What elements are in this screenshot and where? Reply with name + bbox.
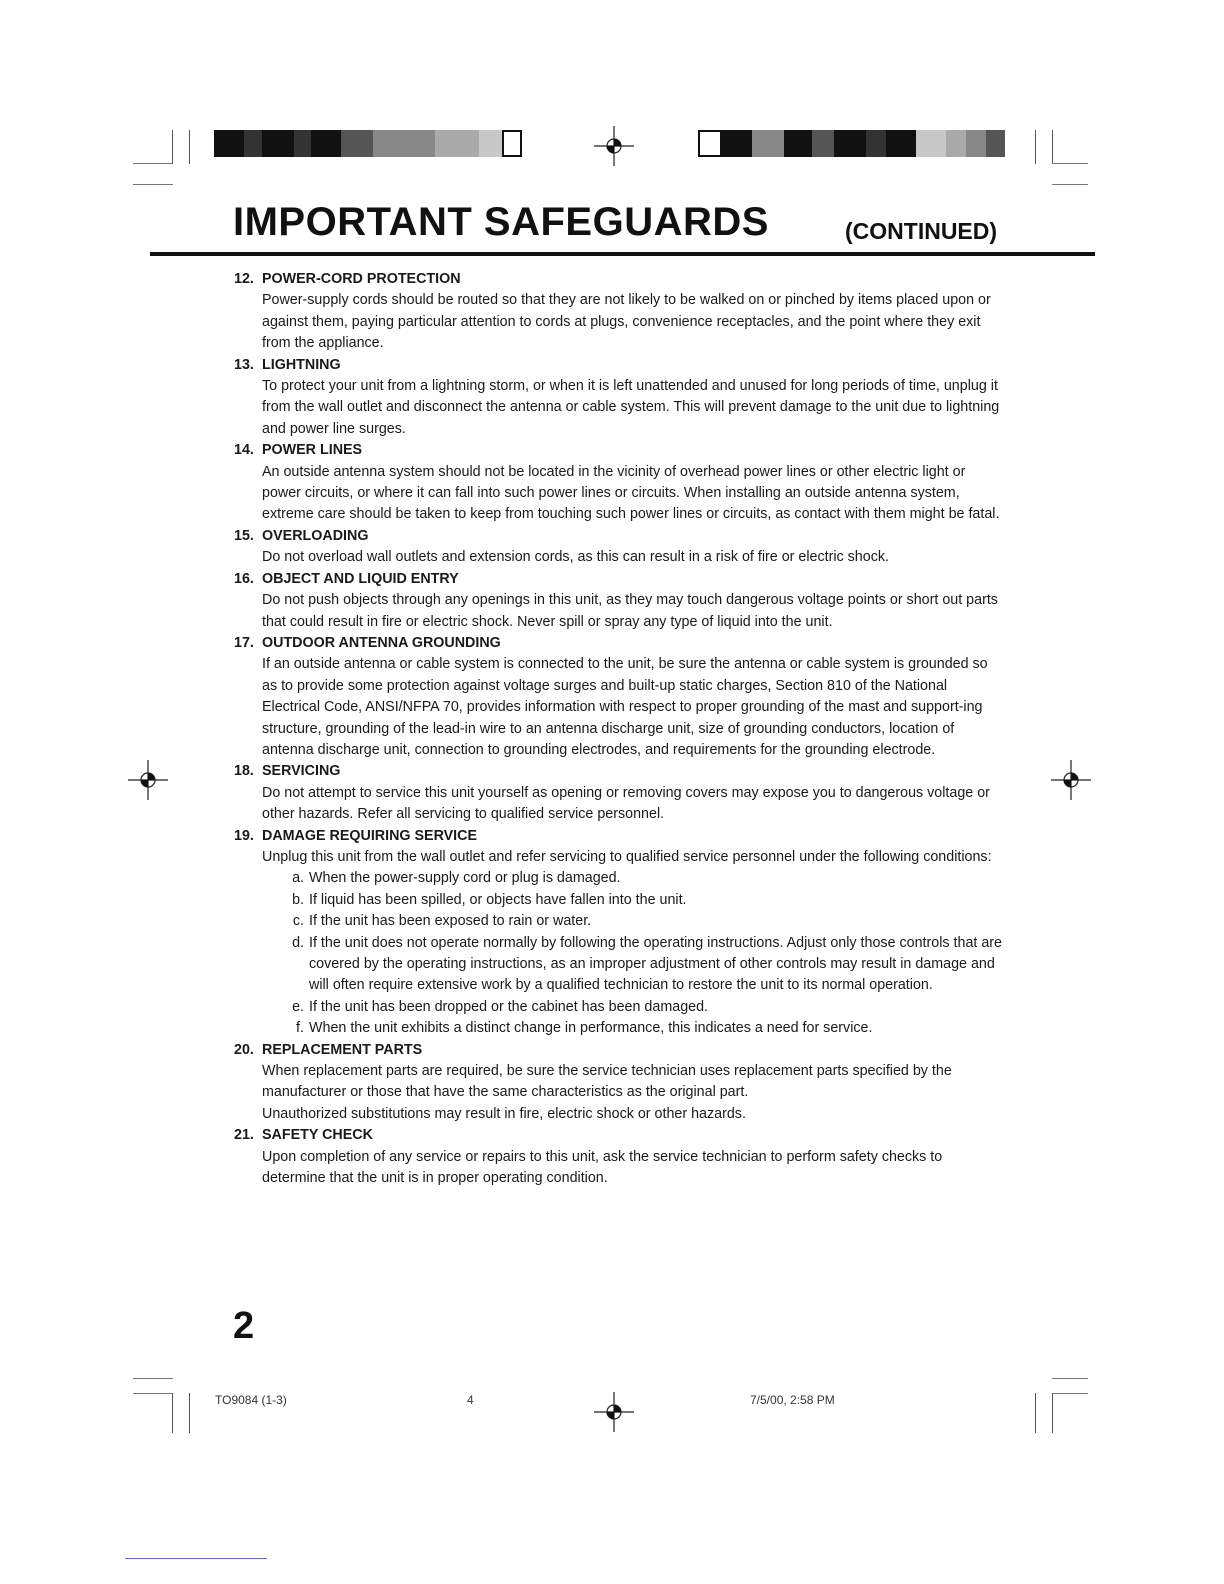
item-number: 12. — [234, 271, 254, 287]
item-text: Upon completion of any service or repairs to this unit, ask the service technician to perform safety checks to determine that the unit is in proper operating condition. — [262, 1148, 943, 1187]
condition-item — [292, 890, 1004, 911]
safeguard-item — [234, 1040, 1004, 1126]
condition-text: When the unit exhibits a distinct change in performance, this indicates a need for service. — [309, 1020, 873, 1037]
item-heading: SAFETY CHECK — [262, 1127, 373, 1144]
crop-mark-top-right-h — [1052, 163, 1088, 164]
registration-strip-right — [698, 130, 1005, 157]
condition-text: If liquid has been spilled, or objects have fallen into the unit. — [309, 891, 687, 908]
item-number: 19. — [234, 827, 254, 844]
crop-mark-bottom-left-h — [133, 1393, 173, 1394]
registration-crosshair-right-icon — [1051, 760, 1091, 800]
page-subtitle: (CONTINUED) — [845, 218, 998, 244]
condition-text: If the unit does not operate normally by following the operating instructions. Adjust only those controls that are covered by the operating instructions, as an improper adjustment of other controls may result in damage and will often require extensive work by a qualified technician to restore the unit to its normal operation. — [309, 934, 1003, 994]
item-text: Do not push objects through any openings in this unit, as they may touch dangerous voltage points or short out parts that could result in fire or electric shock. Never spill or spray any type of liquid into the unit. — [262, 592, 998, 630]
safeguard-item — [234, 1125, 1004, 1189]
trim-mark-bottom-left — [133, 1378, 173, 1379]
footer-sheet-number: 4 — [467, 1393, 474, 1407]
item-heading: OVERLOADING — [262, 527, 369, 544]
registration-crosshair-left-icon — [128, 760, 168, 800]
condition-item — [292, 868, 1004, 889]
condition-item — [292, 997, 1004, 1018]
crop-mark-top-left-h — [133, 163, 173, 164]
item-text: Power-supply cords should be routed so that they are not likely to be walked on or pinched by items placed upon or against them, paying particular attention to cords at plugs, convenience receptacles, and the point where they exit from the appliance. — [262, 292, 991, 352]
condition-letter: f. — [296, 1020, 304, 1037]
crop-mark-bottom-left-v2 — [189, 1393, 190, 1433]
crop-mark-top-left-v — [172, 130, 173, 164]
safeguard-item — [234, 355, 1004, 441]
safeguard-item — [234, 440, 1004, 526]
safeguards-list — [234, 269, 1004, 1189]
safeguard-item — [234, 269, 1004, 355]
crop-mark-top-left-v2 — [189, 130, 190, 164]
crop-mark-bottom-left-v — [172, 1393, 173, 1433]
safeguard-item — [234, 761, 1004, 825]
crop-mark-bottom-right-v2 — [1052, 1393, 1053, 1433]
trim-mark-top-right — [1052, 184, 1088, 185]
condition-item — [296, 1018, 1004, 1039]
safeguard-item — [234, 569, 1004, 633]
item-number: 16. — [234, 570, 254, 587]
item-text: An outside antenna system should not be located in the vicinity of overhead power lines or other electric light or power circuits, or where it can fall into such power lines or circuits. When installing an outside antenna system, extreme care should be taken to keep from touching such power lines or circuits, as contact with them might be fatal. — [262, 463, 1000, 523]
item-heading: OUTDOOR ANTENNA GROUNDING — [262, 634, 501, 651]
safeguard-item — [234, 633, 1004, 761]
condition-letter: e. — [292, 998, 304, 1015]
crop-mark-top-right-v2 — [1052, 130, 1053, 164]
condition-text: When the power-supply cord or plug is damaged. — [309, 870, 621, 887]
condition-item — [292, 933, 1004, 997]
item-heading: OBJECT AND LIQUID ENTRY — [262, 570, 459, 587]
item-text: If an outside antenna or cable system is connected to the unit, be sure the antenna or cable system is grounded so as to provide some protection against voltage surges and built-up static charges, Section 810 of the National Electrical Code, ANSI/NFPA 70, provides information with respect to proper grounding of the mast and support-ing structure, grounding of the lead-in wire to an antenna discharge unit, size of grounding conductors, location of antenna discharge unit, connection to grounding electrodes, and requirements for the grounding electrode. — [262, 656, 988, 758]
item-heading: REPLACEMENT PARTS — [262, 1041, 423, 1058]
footer-doc-code: TO9084 (1-3) — [215, 1393, 287, 1407]
item-number: 14. — [234, 442, 254, 459]
item-text: Unauthorized substitutions may result in fire, electric shock or other hazards. — [262, 1105, 746, 1122]
item-text: Do not overload wall outlets and extension cords, as this can result in a risk of fire or electric shock. — [262, 549, 889, 566]
item-number: 13. — [234, 356, 254, 373]
condition-list — [262, 868, 1004, 1039]
item-number: 15. — [234, 527, 254, 544]
condition-text: If the unit has been dropped or the cabinet has been damaged. — [309, 998, 709, 1015]
condition-letter: a. — [292, 870, 304, 887]
page-title: IMPORTANT SAFEGUARDS — [233, 200, 769, 244]
title-rule — [150, 252, 1095, 256]
condition-item — [292, 911, 1004, 932]
registration-crosshair-bottom-icon — [594, 1392, 634, 1432]
trim-mark-bottom-right — [1052, 1378, 1088, 1379]
item-text: Do not attempt to service this unit yourself as opening or removing covers may expose you to dangerous voltage or other hazards. Refer all servicing to qualified service personnel. — [262, 784, 990, 823]
item-number: 21. — [234, 1127, 254, 1144]
item-heading: DAMAGE REQUIRING SERVICE — [262, 827, 478, 844]
item-heading: LIGHTNING — [262, 356, 341, 373]
bottom-rule — [125, 1558, 267, 1559]
crop-mark-bottom-right-h — [1052, 1393, 1088, 1394]
safeguard-item — [234, 826, 1004, 1040]
footer-date: 7/5/00, 2:58 PM — [750, 1393, 835, 1407]
item-text: To protect your unit from a lightning storm, or when it is left unattended and unused for long periods of time, unplug it from the wall outlet and disconnect the antenna or cable system. This will prevent damage to the unit due to lightning and power line surges. — [262, 378, 1000, 437]
item-text: Unplug this unit from the wall outlet and refer servicing to qualified service personnel under the following conditions: — [262, 848, 992, 865]
trim-mark-top-left — [133, 184, 173, 185]
registration-crosshair-top-icon — [594, 126, 634, 166]
item-number: 18. — [234, 763, 254, 780]
condition-letter: d. — [292, 934, 304, 951]
page-number: 2 — [233, 1305, 255, 1347]
crop-mark-top-right-v — [1035, 130, 1036, 164]
item-number: 20. — [234, 1041, 254, 1058]
safeguard-item — [234, 526, 1004, 569]
condition-letter: b. — [292, 891, 304, 908]
condition-text: If the unit has been exposed to rain or water. — [309, 913, 592, 930]
crop-mark-bottom-right-v — [1035, 1393, 1036, 1433]
item-heading: POWER LINES — [262, 442, 363, 459]
item-heading: POWER-CORD PROTECTION — [262, 271, 461, 287]
item-text: When replacement parts are required, be sure the service technician uses replacement parts specified by the manufacturer or those that have the same characteristics as the original part. — [262, 1063, 952, 1101]
condition-letter: c. — [292, 913, 304, 930]
item-number: 17. — [234, 634, 254, 651]
registration-strip-left — [214, 130, 522, 157]
item-heading: SERVICING — [262, 763, 341, 780]
